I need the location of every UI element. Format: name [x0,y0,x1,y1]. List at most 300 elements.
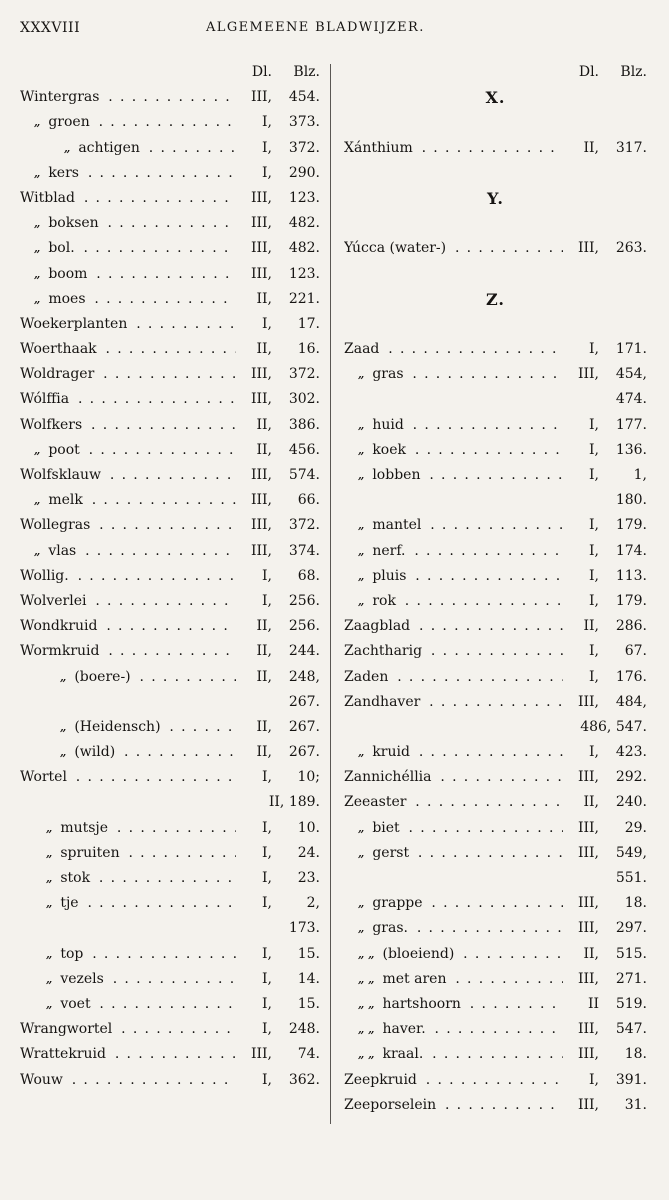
entry-volume: I, [259,942,272,967]
entry-leader [344,690,563,715]
entry-page: 123. [276,262,320,287]
row-spacer [344,110,647,135]
index-entry [20,891,320,916]
entry-page: 31. [603,1093,647,1118]
entry-page: 362. [276,1068,320,1093]
entry-volume: I, [586,463,599,488]
index-entry [20,463,320,488]
entry-term-wrap [344,1097,439,1113]
entry-page: 177. [603,413,647,438]
entry-page: 386. [276,413,320,438]
entry-volume: II, [253,715,272,740]
ditto-mark: „ [34,494,41,508]
ditto-mark: „ [46,897,53,911]
entry-volume: II, [580,136,599,161]
entry-term-wrap [344,618,413,634]
entry-term-wrap [358,568,409,584]
entry-volume: III, [575,1042,599,1067]
index-entry [344,916,647,941]
index-entry [20,790,320,815]
entry-term: gerst [372,844,410,861]
section-letter: X. [485,88,506,108]
index-entry [20,539,320,564]
entry-page: 391. [603,1068,647,1093]
entry-term: moes [48,290,86,307]
entry-volume: III, [248,539,272,564]
entry-leader [20,589,236,614]
entry-volume: I, [259,841,272,866]
entry-term-wrap [60,719,164,735]
entry-term: huid [372,416,404,433]
entry-term-wrap [46,845,123,861]
entry-page: 256. [276,614,320,639]
entry-term-wrap [344,794,409,810]
entry-volume: III, [248,236,272,261]
entry-leader [20,186,236,211]
entry-page: 423. [603,740,647,765]
entry-page: 24. [276,841,320,866]
entry-term-wrap [358,517,424,533]
entry-volume: I, [259,992,272,1017]
entry-term: mantel [372,517,422,534]
ditto-mark: „ [34,242,41,256]
entry-volume: I, [259,816,272,841]
entry-term: kraal. [382,1046,424,1063]
entry-term-wrap [344,694,423,710]
index-entry [344,488,647,513]
entry-page: 302. [276,387,320,412]
index-entry [20,564,320,589]
index-entry [20,362,320,387]
index-entry [344,639,647,664]
entry-leader [20,438,236,463]
entry-term: biet [372,819,400,836]
entry-term: Wollig. [20,567,69,584]
index-entry [20,85,320,110]
entry-leader [20,387,236,412]
entry-term: Zaagblad [344,618,411,635]
entry-term: Wormkruid [20,643,100,660]
index-entry [20,614,320,639]
entry-term-wrap [34,240,78,256]
entry-page: 549, [603,841,647,866]
entry-term: Xánthium [344,139,413,156]
index-entry [20,161,320,186]
right-index-column [344,60,647,1118]
entry-term-wrap [344,341,382,357]
ditto-mark: „ [358,922,365,936]
entry-leader [344,1068,563,1093]
blz-header: Blz. [620,64,647,80]
entry-term-wrap [20,618,100,634]
entry-term: Witblad [20,189,75,206]
entry-volume: III, [248,362,272,387]
entry-term-wrap [34,266,90,282]
entry-page: 372. [276,513,320,538]
ditto-mark: „ [358,368,365,382]
entry-term: spruiten [60,844,120,861]
entry-volume: III, [575,362,599,387]
entry-term-wrap [344,769,435,785]
entry-term: (wild) [74,744,116,761]
index-entry [20,639,320,664]
entry-leader [344,614,563,639]
entry-leader [344,337,563,362]
entry-term: (bloeiend) [382,945,455,962]
index-entry [344,614,647,639]
entry-leader [20,513,236,538]
entry-volume: III, [248,387,272,412]
ditto-mark: „ „ [358,1023,375,1037]
entry-page: 482. [276,236,320,261]
index-entry [20,287,320,312]
entry-term-wrap [358,593,399,609]
index-entry [344,564,647,589]
entry-term-wrap [20,1021,115,1037]
entry-term: top [60,945,84,962]
index-entry [344,1017,647,1042]
ditto-mark: „ [358,519,365,533]
entry-term-wrap [46,870,93,886]
entry-page: 244. [276,639,320,664]
entry-page: 10; [276,765,320,790]
index-entry [344,715,647,740]
entry-term: mutsje [60,819,109,836]
entry-page: 263. [603,236,647,261]
entry-leader [344,236,563,261]
entry-leader [20,287,236,312]
entry-page-continued: 486, 547. [567,715,647,740]
entry-page: 179. [603,589,647,614]
entry-volume: II, [253,413,272,438]
entry-term: voet [60,995,91,1012]
entry-term-wrap [60,669,134,685]
entry-term-wrap [358,845,412,861]
entry-volume: III, [575,967,599,992]
entry-leader [344,841,563,866]
entry-term-wrap [358,946,457,962]
entry-leader [20,715,236,740]
entry-term-wrap [46,971,107,987]
entry-page: 248, [276,665,320,690]
entry-page: 297. [603,916,647,941]
ditto-mark: „ „ [358,972,375,986]
index-entry [20,136,320,161]
entry-page: 519. [603,992,647,1017]
entry-leader [20,463,236,488]
entry-page: 286. [603,614,647,639]
entry-term-wrap [34,215,102,231]
entry-leader [20,337,236,362]
entry-page-continued: 173. [240,916,320,941]
entry-page: 14. [276,967,320,992]
entry-term: achtigen [78,139,140,156]
index-entry [20,992,320,1017]
index-entry [344,1042,647,1067]
entry-term: Wouw [20,1071,63,1088]
column-divider [330,64,331,1124]
entry-term: gras [372,366,404,383]
ditto-mark: „ [358,594,365,608]
running-title: ALGEMEENE BLADWIJZER. [206,20,425,35]
index-entry [20,967,320,992]
index-entry [20,413,320,438]
ditto-mark: „ [358,569,365,583]
entry-term-wrap [20,1046,109,1062]
row-spacer [344,262,647,287]
index-entry [344,690,647,715]
row-spacer [344,161,647,186]
entry-page: 292. [603,765,647,790]
ditto-mark: „ [34,292,41,306]
entry-term: Zachtharig [344,643,423,660]
index-entry [20,690,320,715]
entry-leader [344,1042,563,1067]
entry-term-wrap [34,291,89,307]
entry-page: 221. [276,287,320,312]
index-entry [344,942,647,967]
entry-term: Wintergras [20,89,100,106]
index-entry [344,513,647,538]
entry-volume: III, [575,1093,599,1118]
ditto-mark: „ [46,947,53,961]
entry-volume: I, [586,513,599,538]
index-entry [344,387,647,412]
entry-leader [20,891,236,916]
index-entry [344,438,647,463]
entry-term-wrap [20,568,72,584]
entry-term: Zaden [344,668,389,685]
entry-term: stok [60,870,91,886]
entry-page: 176. [603,665,647,690]
index-entry [20,1017,320,1042]
entry-leader [20,362,236,387]
ditto-mark: „ [358,544,365,558]
ditto-mark: „ [358,469,365,482]
index-entry [20,1068,320,1093]
entry-page-continued: 267. [240,690,320,715]
entry-volume: I, [586,589,599,614]
entry-term-wrap [20,593,89,609]
index-entry [344,866,647,891]
entry-term-wrap [46,820,111,836]
entry-leader [344,916,563,941]
entry-page-continued: 551. [567,866,647,891]
index-entry [20,312,320,337]
entry-volume: III, [575,690,599,715]
entry-volume: III, [575,916,599,941]
entry-leader [20,1068,236,1093]
index-entry [20,816,320,841]
entry-term: Wolverlei [20,592,87,609]
entry-page: 454. [276,85,320,110]
entry-volume: III, [248,186,272,211]
ditto-mark: „ [358,846,365,860]
index-entry [344,790,647,815]
entry-leader [20,639,236,664]
entry-leader [344,639,563,664]
entry-page: 372. [276,362,320,387]
ditto-mark: „ [358,443,365,457]
entry-volume: I, [259,967,272,992]
entry-page: 67. [603,639,647,664]
entry-term: Wólffia [20,391,70,408]
entry-term: hartshoorn [382,995,461,1012]
entry-page: 373. [276,110,320,135]
entry-volume: I, [586,337,599,362]
entry-leader [20,110,236,135]
ditto-mark: „ [358,746,365,760]
index-entry [344,362,647,387]
entry-term: Zandhaver [344,693,421,710]
entry-term: Zeeporselein [344,1096,437,1113]
entry-page: 240. [603,790,647,815]
entry-volume: III, [575,816,599,841]
blz-header: Blz. [293,64,320,80]
entry-term-wrap [358,1021,429,1037]
ditto-mark: „ [34,217,41,231]
entry-leader [20,539,236,564]
entry-leader [20,740,236,765]
entry-term-wrap [46,895,82,911]
entry-leader [344,992,563,1017]
entry-term: Yúcca (water-) [344,240,447,257]
entry-volume: I, [586,740,599,765]
entry-volume: I, [586,413,599,438]
ditto-mark: „ [46,972,53,986]
index-entry [20,438,320,463]
entry-term-wrap [46,946,86,962]
left-index-column [20,60,320,1093]
row-spacer [344,312,647,337]
index-entry [20,589,320,614]
entry-leader [344,891,563,916]
entry-term: Zeeaster [344,794,407,811]
index-entry [344,136,647,161]
page-header [0,12,669,42]
entry-term: Woekerplanten [20,315,128,332]
ditto-mark: „ [34,116,41,130]
index-entry [20,110,320,135]
entry-volume: II, [580,790,599,815]
index-entry [344,891,647,916]
ditto-mark: „ [60,720,67,734]
entry-leader [20,1017,236,1042]
entry-volume: II, [253,665,272,690]
entry-page: 271. [603,967,647,992]
index-entry [344,589,647,614]
entry-volume: III, [575,236,599,261]
entry-page: 372. [276,136,320,161]
entry-term-wrap [358,920,411,936]
entry-volume: I, [586,438,599,463]
ditto-mark: „ [64,141,71,155]
entry-leader [344,1093,563,1118]
entry-term: haver. [382,1021,426,1038]
entry-leader [20,765,236,790]
entry-page: 171. [603,337,647,362]
entry-page: 248. [276,1017,320,1042]
entry-volume: II, [580,942,599,967]
entry-leader [20,262,236,287]
entry-page-continued: 474. [567,387,647,412]
entry-term-wrap [34,543,79,559]
entry-term: Woerthaak [20,341,97,358]
entry-page: 456. [276,438,320,463]
index-entry [344,992,647,1017]
index-entry [20,866,320,891]
entry-term-wrap [20,366,97,382]
ditto-mark: „ [358,418,365,432]
entry-volume: III, [248,513,272,538]
entry-volume: II, [253,287,272,312]
entry-volume: I, [586,539,599,564]
index-entry [20,841,320,866]
entry-leader [344,665,563,690]
entry-term-wrap [358,744,413,760]
entry-term: groen [48,114,90,131]
entry-leader [20,992,236,1017]
entry-term: Woldrager [20,366,95,383]
ditto-mark: „ „ [358,947,375,961]
entry-volume: II [585,992,599,1017]
entry-term-wrap [344,643,425,659]
entry-term-wrap [20,417,85,433]
ditto-mark: „ [358,897,365,911]
entry-term-wrap [20,1072,66,1088]
column-header [20,60,320,85]
entry-page: 174. [603,539,647,564]
entry-term: vezels [60,970,104,987]
entry-volume: II, [580,614,599,639]
entry-page: 113. [603,564,647,589]
entry-leader [20,413,236,438]
entry-term-wrap [34,492,86,508]
entry-leader [20,967,236,992]
index-entry [20,942,320,967]
entry-term: Wolfsklauw [20,467,102,483]
index-entry [344,236,647,261]
entry-term-wrap [344,1072,420,1088]
entry-volume: III, [248,463,272,488]
entry-term: Zeepkruid [344,1071,417,1088]
entry-term: Wollegras [20,517,91,534]
entry-volume: I, [259,110,272,135]
section-letter: Z. [486,289,505,309]
entry-page: 15. [276,992,320,1017]
entry-term-wrap [20,769,70,785]
entry-leader [20,211,236,236]
entry-term-wrap [358,820,403,836]
entry-leader [20,1042,236,1067]
entry-page: 1, [603,463,647,488]
entry-leader [20,136,236,161]
entry-page: 23. [276,866,320,891]
entry-leader [344,942,563,967]
entry-volume: II, [253,337,272,362]
entry-leader [20,85,236,110]
index-entry [344,1068,647,1093]
index-entry [344,413,647,438]
ditto-mark: „ [34,544,41,558]
entry-term-wrap [46,996,94,1012]
entry-leader [20,161,236,186]
entry-volume: II, [253,740,272,765]
entry-term-wrap [60,744,118,760]
entry-page: 256. [276,589,320,614]
entry-term: tje [60,895,79,912]
entry-term-wrap [358,366,407,382]
